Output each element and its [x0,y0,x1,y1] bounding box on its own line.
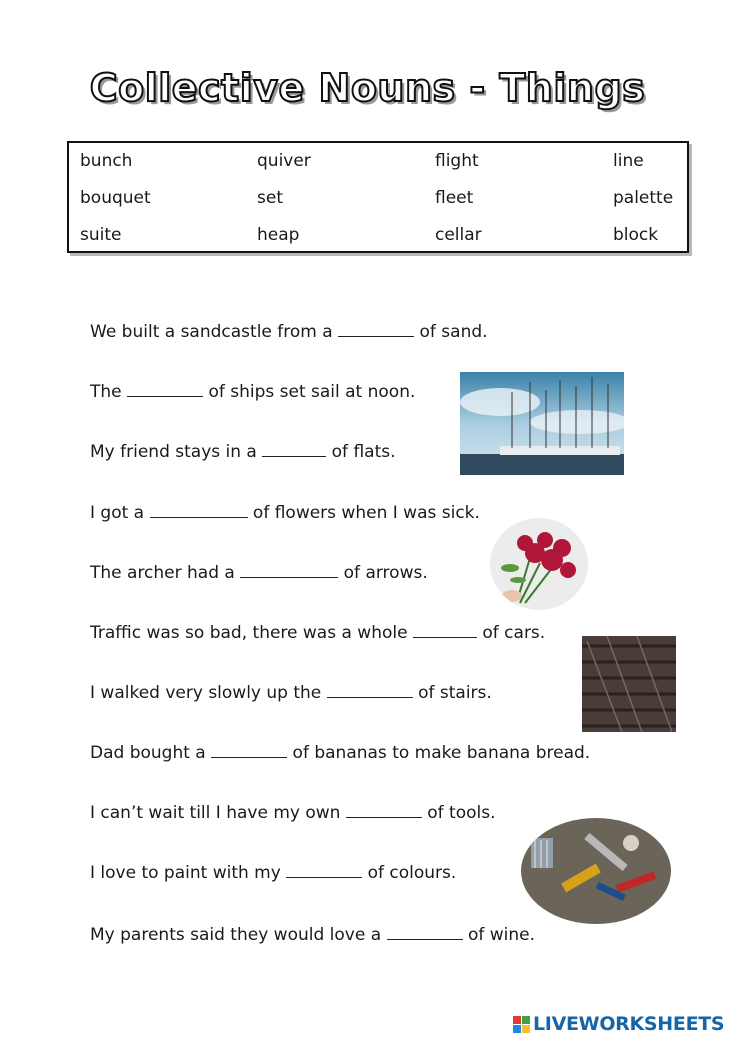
answer-blank[interactable] [286,863,362,878]
sentence-text: of flowers when I was sick. [252,503,480,523]
sentence-text: Traffic was so bad, there was a whole [90,623,408,643]
tools-photo [521,818,671,924]
answer-blank[interactable] [338,322,414,337]
sentence-text: I can’t wait till I have my own [90,803,341,823]
word-bank-word: bunch [80,151,133,171]
sentence-11 [90,925,535,945]
sentence-10 [90,863,456,883]
word-bank-word: flight [435,151,479,171]
word-bank-word: block [613,225,659,245]
word-bank-word: suite [80,225,122,245]
sentence-7 [90,683,492,703]
sentence-text: of colours. [367,863,457,883]
sentence-5 [90,563,428,583]
sentence-text: My parents said they would love a [90,925,382,945]
word-bank-word: bouquet [80,188,151,208]
logo-icon [513,1016,530,1033]
ships-photo [460,372,624,475]
word-bank-word: fleet [435,188,474,208]
answer-blank[interactable] [150,503,248,518]
sentence-text: of flats. [331,442,396,462]
answer-blank[interactable] [413,623,477,638]
word-bank-word: palette [613,188,674,208]
brand-text: LIVEWORKSHEETS [533,1013,725,1035]
sentence-text: of bananas to make banana bread. [292,743,591,763]
answer-blank[interactable] [387,925,463,940]
sentence-text: Dad bought a [90,743,206,763]
sentence-3 [90,442,396,462]
sentence-text: The [90,382,122,402]
sentence-text: I love to paint with my [90,863,281,883]
liveworksheets-logo [513,1013,724,1035]
stairs-photo [582,636,676,732]
sentence-text: The archer had a [90,563,235,583]
answer-blank[interactable] [346,803,422,818]
sentence-2 [90,382,415,402]
word-bank [67,141,689,253]
word-bank-word: quiver [257,151,311,171]
sentence-text: of stairs. [418,683,492,703]
flowers-photo [490,518,588,610]
sentence-6 [90,623,545,643]
answer-blank[interactable] [127,382,203,397]
sentence-text: I walked very slowly up the [90,683,322,703]
answer-blank[interactable] [327,683,413,698]
answer-blank[interactable] [211,743,287,758]
answer-blank[interactable] [262,442,326,457]
sentence-1 [90,322,488,342]
page-title: Collective Nouns - Things [89,66,646,110]
word-bank-word: heap [257,225,300,245]
sentence-text: of sand. [419,322,488,342]
word-bank-word: cellar [435,225,482,245]
sentence-text: of ships set sail at noon. [208,382,416,402]
word-bank-word: set [257,188,283,208]
answer-blank[interactable] [240,563,338,578]
sentence-4 [90,503,480,523]
sentence-9 [90,803,495,823]
word-bank-word: line [613,151,644,171]
sentence-text: of cars. [482,623,546,643]
sentence-text: of tools. [427,803,496,823]
sentence-text: My friend stays in a [90,442,257,462]
sentence-text: We built a sandcastle from a [90,322,333,342]
sentence-text: I got a [90,503,145,523]
sentence-text: of arrows. [343,563,428,583]
sentence-8 [90,743,590,763]
sentence-text: of wine. [467,925,536,945]
